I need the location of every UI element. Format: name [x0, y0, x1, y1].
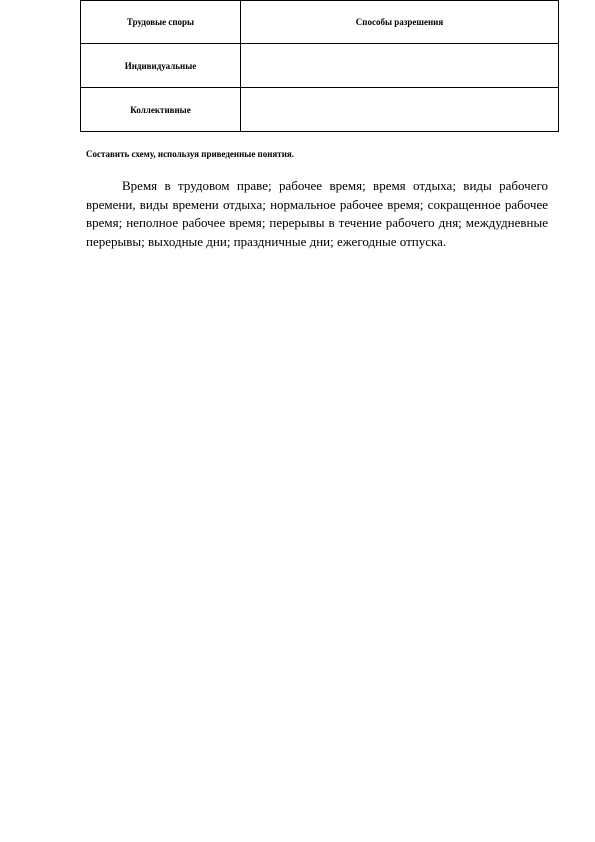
concepts-paragraph: Время в трудовом праве; рабочее время; время отдыха; виды рабочего времени, виды времени отдыха; нормальное рабочее время; сокращенное рабочее время; неполное рабочее время; перерывы в течение рабочего дня; междудневные перерывы; выходные дни; праздничные дни; ежегодные отпуска.: [86, 178, 548, 249]
labor-disputes-table: [80, 0, 559, 132]
table-row: [81, 88, 559, 132]
table-row: [81, 44, 559, 88]
row-label-individual: Индивидуальные: [81, 44, 241, 88]
header-resolution-methods: Способы разрешения: [241, 1, 559, 44]
table-header-row: [81, 1, 559, 44]
row-method-individual: [241, 44, 559, 88]
header-disputes: Трудовые споры: [81, 1, 241, 44]
row-method-collective: [241, 88, 559, 132]
row-label-collective: Коллективные: [81, 88, 241, 132]
task-title: Составить схему, используя приведенные понятия.: [86, 149, 295, 159]
